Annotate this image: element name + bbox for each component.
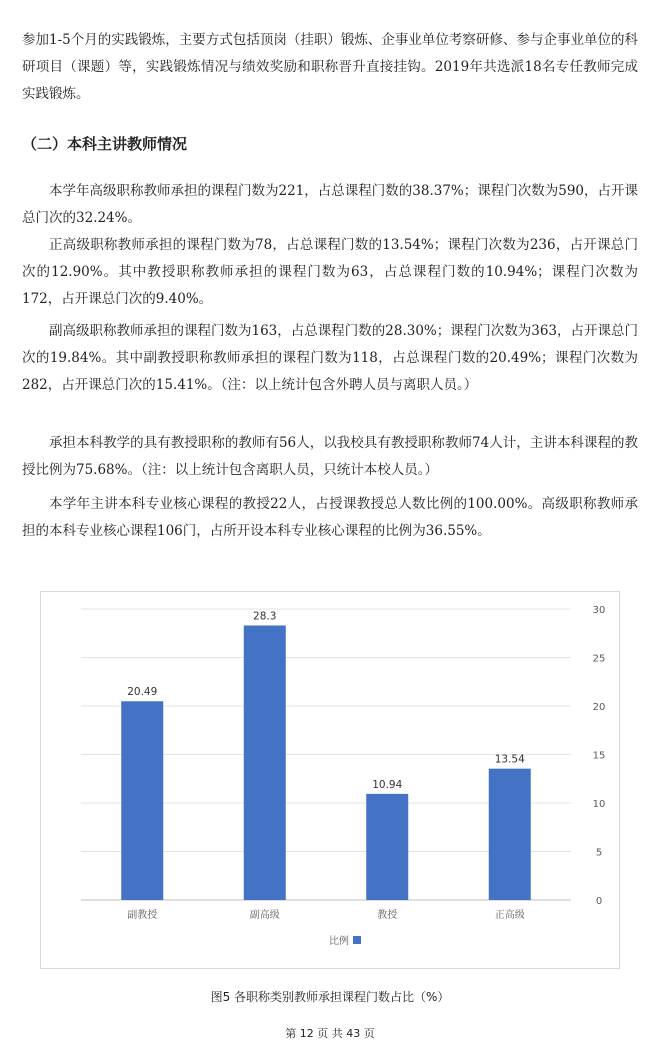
data-label: 20.49 xyxy=(127,686,158,699)
paragraph-2: 正高级职称教师承担的课程门数为78，占总课程门数的13.54%；课程门次数为236，占开课总门次的12.90%。其中教授职称教师承担的课程门数为63，占总课程门数的10.94%；课程门次数为172，占开课总门次的9.40%。 xyxy=(22,237,638,307)
category-label: 正高级 xyxy=(494,910,525,921)
y-tick-label: 20 xyxy=(592,702,606,713)
section-title: （二）本科主讲教师情况 xyxy=(22,135,188,153)
y-tick-label: 10 xyxy=(592,799,606,810)
bar-1 xyxy=(489,769,531,900)
data-label: 13.54 xyxy=(494,753,525,766)
paragraph-intro: 参加1-5个月的实践锻炼，主要方式包括顶岗（挂职）锻炼、企事业单位考察研修、参与企事业单位的科研项目（课题）等，实践锻炼情况与绩效奖励和职称晋升直接挂钩。2019年共选派18名专任教师完成实践锻炼。 xyxy=(22,32,638,102)
bar-4 xyxy=(121,701,163,900)
category-label: 副高级 xyxy=(249,910,280,921)
paragraph-4: 承担本科教学的具有教授职称的教师有56人，以我校具有教授职称教师74人计，主讲本科课程的教授比例为75.68%。（注：以上统计包含离职人员，只统计本校人员。） xyxy=(22,435,638,478)
paragraph-5: 本学年主讲本科专业核心课程的教授22人，占授课教授总人数比例的100.00%。高级职称教师承担的本科专业核心课程106门，占所开设本科专业核心课程的比例为36.55%。 xyxy=(22,496,638,539)
y-tick-label: 0 xyxy=(595,896,603,907)
data-label: 10.94 xyxy=(372,778,403,791)
data-label: 28.3 xyxy=(253,610,277,623)
bar-3 xyxy=(244,625,286,900)
category-label: 副教授 xyxy=(127,910,158,921)
y-tick-label: 15 xyxy=(592,750,606,762)
bar-chart-svg xyxy=(41,592,619,968)
bar-2 xyxy=(366,794,408,900)
y-tick-label: 5 xyxy=(595,847,603,859)
figure-caption: 图5 各职称类别教师承担课程门数占比（%） xyxy=(210,990,450,1004)
y-tick-label: 30 xyxy=(592,605,606,616)
paragraph-1: 本学年高级职称教师承担的课程门数为221，占总课程门数的38.37%；课程门次数为590，占开课总门次的32.24%。 xyxy=(22,183,639,226)
page-footer: 第 12 页 共 43 页 xyxy=(285,1027,375,1040)
legend-label: 比例 xyxy=(329,936,349,947)
legend-swatch xyxy=(353,936,361,944)
paragraph-3: 副高级职称教师承担的课程门数为163，占总课程门数的28.30%；课程门次数为363，占开课总门次的19.84%。其中副教授职称教师承担的课程门数为118，占总课程门数的20.49%；课程门次数为282，占开课总门次的15.41%。（注：以上统计包含外聘人员与离职人员。） xyxy=(22,323,639,393)
y-tick-label: 25 xyxy=(592,653,606,665)
bar-chart xyxy=(40,591,620,969)
category-label: 教授 xyxy=(377,910,398,921)
